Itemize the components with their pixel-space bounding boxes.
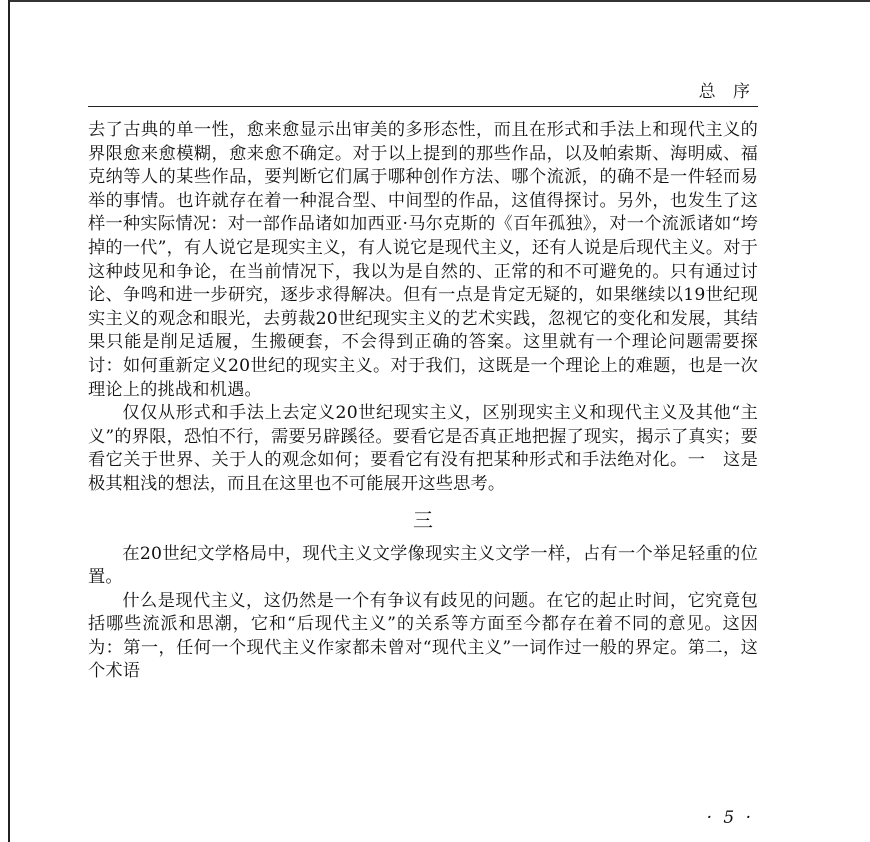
top-border (8, 0, 870, 2)
paragraph-2: 仅仅从形式和手法上去定义20世纪现实主义，区别现实主义和现代主义及其他“主义”的界限，恐怕不行，需要另辟蹊径。要看它是否真正地把握了现实，揭示了真实；要看它关于世界、关于人的观念如何；要看它有没有把某种形式和手法绝对化。一 这是极其粗浅的想法，而且在这里也不可能展开这些思考。 (88, 403, 758, 494)
paragraph-4: 什么是现代主义，这仍然是一个有争议有歧见的问题。在它的起止时间，它究竟包括哪些流派和思潮，它和“后现代主义”的关系等方面至今都存在着不同的意见。这因为：第一，任何一个现代主义作家都未曾对“现代主义”一词作过一般的界定。第二，这个术语 (88, 590, 758, 682)
section-heading: 三 (413, 507, 433, 532)
running-header: 总 序 (88, 78, 758, 107)
page-number: · 5 · (706, 808, 754, 828)
paragraph-1: 去了古典的单一性，愈来愈显示出审美的多形态性，而且在形式和手法上和现代主义的界限愈来愈模糊，愈来愈不确定。对于以上提到的那些作品，以及帕索斯、海明威、福克纳等人的某些作品，要判断它们属于哪种创作方法、哪个流派，的确不是一件轻而易举的事情。也许就存在着一种混合型、中间型的作品，这值得探讨。另外，也发生了这样一种实际情况：对一部作品诸如加西亚·马尔克斯的《百年孤独》，对一个流派诸如“垮掉的一代”，有人说它是现实主义，有人说它是现代主义，还有人说是后现代主义。对于这种歧见和争论，在当前情况下，我以为是自然的、正常的和不可避免的。只有通过讨论、争鸣和进一步研究，逐步求得解决。但有一点是肯定无疑的，如果继续以19世纪现实主义的观念和眼光，去剪裁20世纪现实主义的艺术实践，忽视它的变化和发展，其结果只能是削足适履，生搬硬套，不会得到正确的答案。这里就有一个理论问题需要探讨：如何重新定义20世纪的现实主义。对于我们，这既是一个理论上的难题，也是一次理论上的挑战和机遇。 (88, 120, 758, 400)
paragraph-3: 在20世纪文学格局中，现代主义文学像现实主义文学一样，占有一个举足轻重的位置。 (88, 543, 758, 588)
page-body (88, 78, 758, 684)
binding-edge (8, 0, 10, 842)
